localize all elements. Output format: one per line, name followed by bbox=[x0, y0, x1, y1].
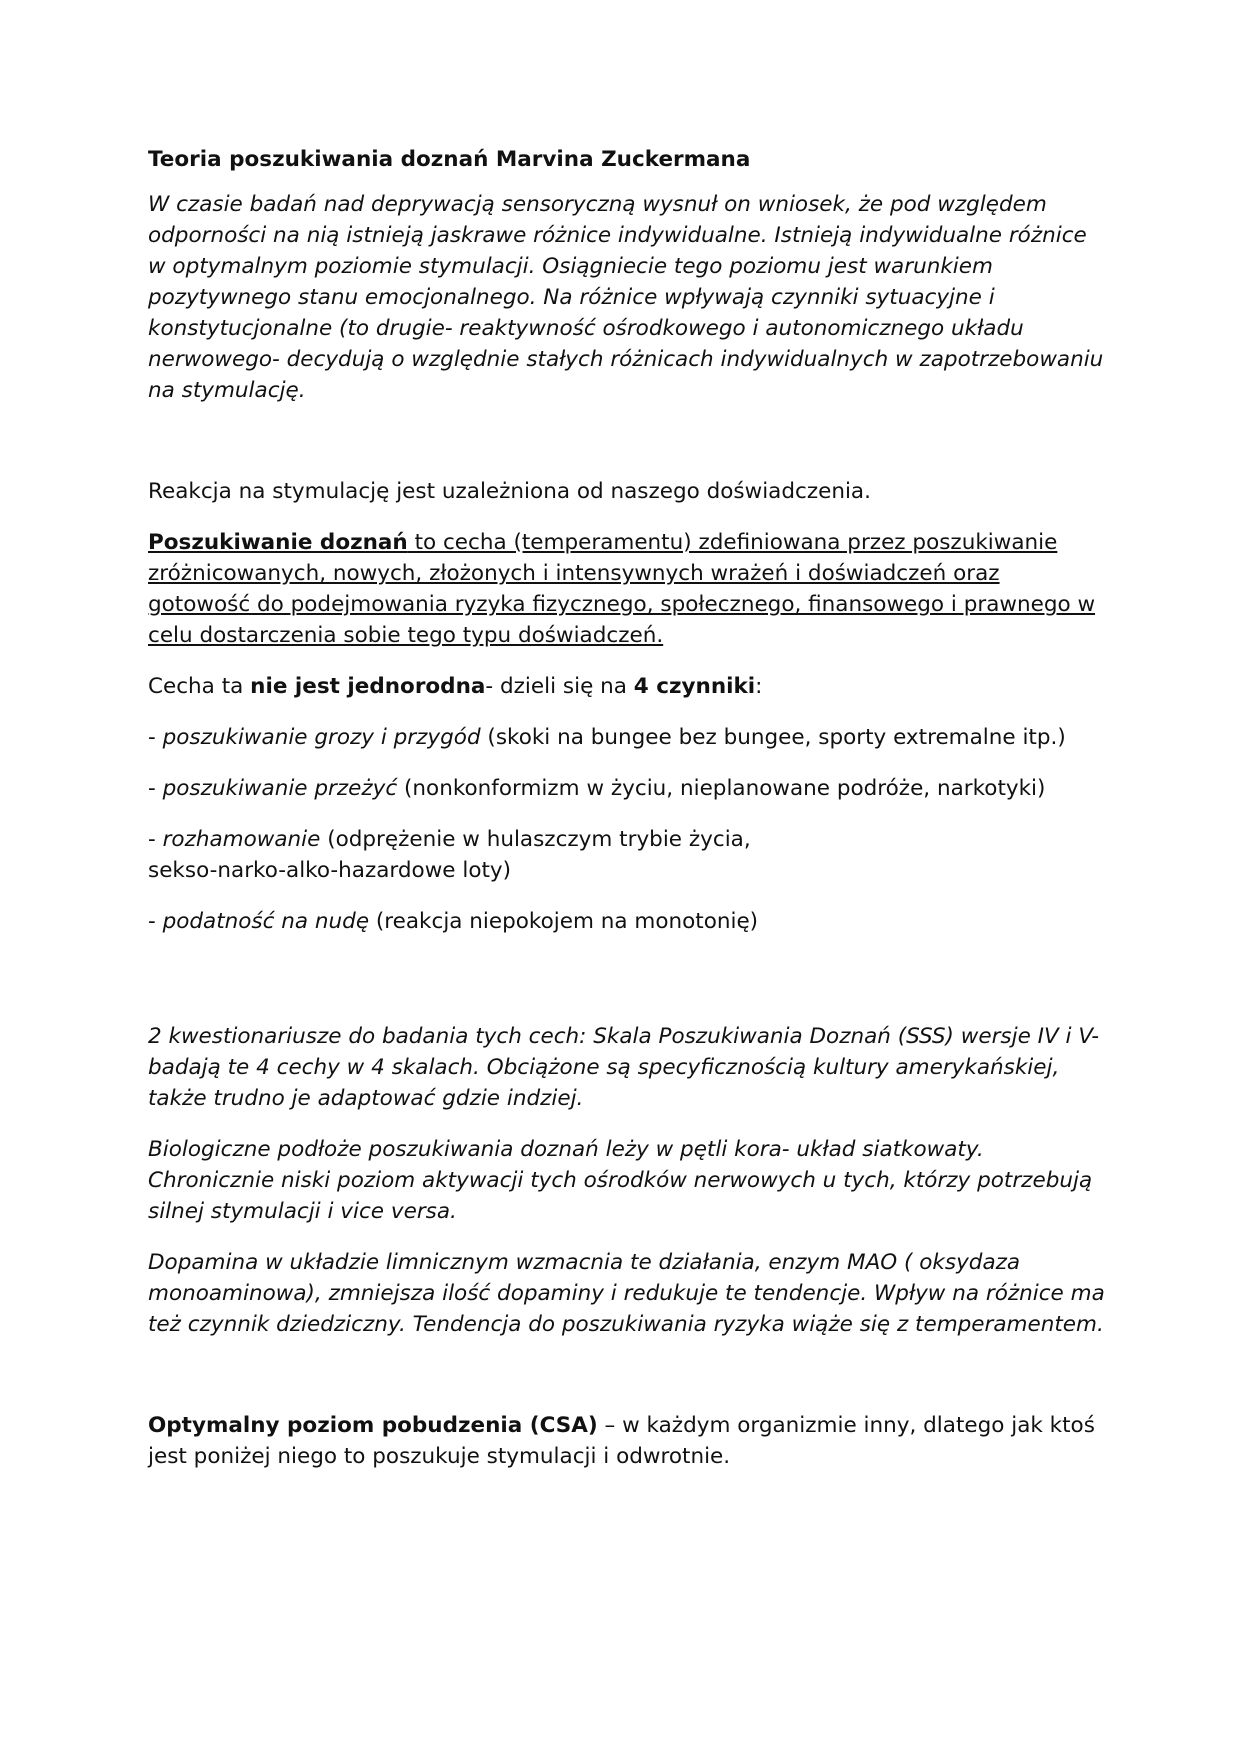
factor-item bbox=[148, 906, 1108, 937]
factor-dash: - bbox=[148, 776, 163, 801]
trait-bold-1: nie jest jednorodna bbox=[250, 674, 486, 699]
trait-mid: - dzieli się na bbox=[485, 674, 634, 699]
factor-desc: (odprężenie w hulaszczym trybie życia, sekso-narko-alko-hazardowe loty) bbox=[148, 827, 751, 883]
definition-text: to cecha (temperamentu) zdefiniowana przez poszukiwanie zróżnicowanych, nowych, złożonych i intensywnych wrażeń i doświadczeń oraz gotowość do podejmowania ryzyka fizycznego, społecznego, finansowego i prawnego w celu dostarczenia sobie tego typu doświadczeń. bbox=[148, 530, 1096, 648]
trait-bold-2: 4 czynniki bbox=[633, 674, 756, 699]
factor-name: rozhamowanie bbox=[162, 827, 321, 852]
factor-dash: - bbox=[148, 827, 163, 852]
trait-paragraph bbox=[148, 671, 1108, 702]
factor-dash: - bbox=[148, 909, 163, 934]
optimal-paragraph bbox=[148, 1410, 1108, 1472]
factor-dash: - bbox=[148, 725, 163, 750]
definition-term: Poszukiwanie doznań bbox=[148, 530, 408, 555]
biology-paragraph: Biologiczne podłoże poszukiwania doznań leży w pętli kora- układ siatkowaty. Chronicznie niski poziom aktywacji tych ośrodków nerwowych u tych, którzy potrzebują silnej stymulacji i vice versa. bbox=[148, 1137, 1093, 1224]
factor-desc: (skoki na bungee bez bungee, sporty extremalne itp.) bbox=[480, 725, 1066, 750]
factor-item bbox=[148, 824, 768, 886]
factor-item bbox=[148, 722, 1108, 753]
dopamine-paragraph: Dopamina w układzie limnicznym wzmacnia te działania, enzym MAO ( oksydaza monoaminowa), zmniejsza ilość dopaminy i redukuje te tendencje. Wpływ na różnice ma też czynnik dziedziczny. Tendencja do poszukiwania ryzyka wiąże się z temperamentem. bbox=[148, 1250, 1105, 1337]
reaction-paragraph: Reakcja na stymulację jest uzależniona od naszego doświadczenia. bbox=[148, 479, 871, 504]
questionnaires-paragraph: 2 kwestionariusze do badania tych cech: Skala Poszukiwania Doznań (SSS) wersje IV i V- badają te 4 cechy w 4 skalach. Obciążone są specyficznością kultury amerykańskiej, także trudno je adaptować gdzie indziej. bbox=[148, 1024, 1099, 1111]
factor-desc: (reakcja niepokojem na monotonię) bbox=[369, 909, 759, 934]
optimal-term: Optymalny poziom pobudzenia (CSA) bbox=[148, 1413, 598, 1438]
trait-pre: Cecha ta bbox=[148, 674, 251, 699]
document-title: Teoria poszukiwania doznań Marvina Zuckermana bbox=[148, 147, 751, 172]
definition-paragraph bbox=[148, 527, 1108, 651]
factor-item bbox=[148, 773, 1108, 804]
factor-desc: (nonkonformizm w życiu, nieplanowane podróże, narkotyki) bbox=[397, 776, 1046, 801]
factor-name: podatność na nudę bbox=[162, 909, 370, 934]
optimal-text: – w każdym organizmie inny, dlatego jak ktoś jest poniżej niego to poszukuje stymulacji i odwrotnie. bbox=[148, 1413, 1095, 1469]
factor-name: poszukiwanie grozy i przygód bbox=[162, 725, 481, 750]
intro-paragraph: W czasie badań nad deprywacją sensoryczną wysnuł on wniosek, że pod względem odporności na nią istnieją jaskrawe różnice indywidualne. Istnieją indywidualne różnice w optymalnym poziomie stymulacji. Osiągniecie tego poziomu jest warunkiem pozytywnego stanu emocjonalnego. Na różnice wpływają czynniki sytuacyjne i konstytucjonalne (to drugie- reaktywność ośrodkowego i autonomicznego układu nerwowego- decydują o względnie stałych różnicach indywidualnych w zapotrzebowaniu na stymulację. bbox=[148, 192, 1104, 403]
factor-name: poszukiwanie przeżyć bbox=[162, 776, 398, 801]
trait-post: : bbox=[755, 674, 763, 699]
document-page bbox=[148, 144, 1108, 1472]
